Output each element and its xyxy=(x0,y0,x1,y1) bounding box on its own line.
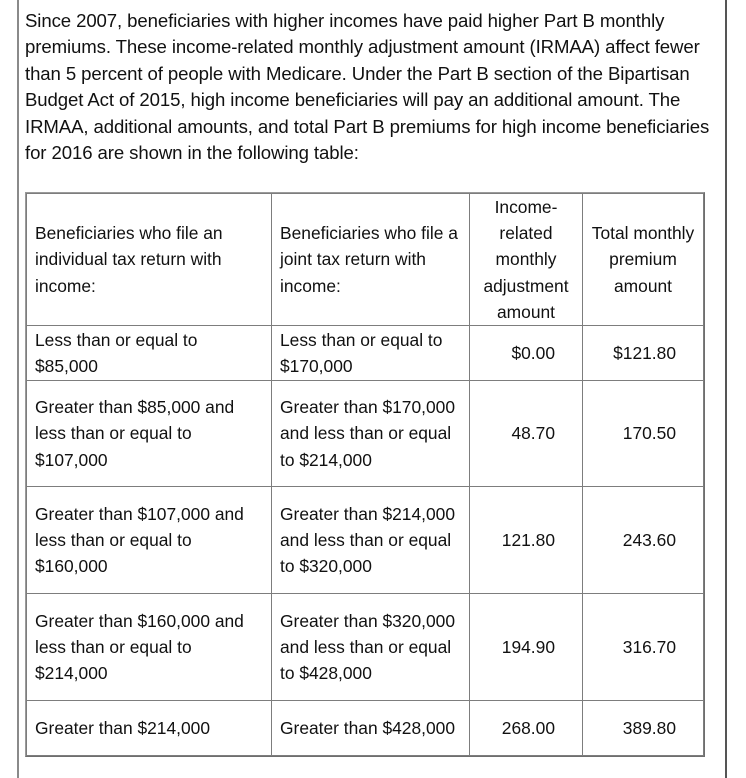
table-row xyxy=(26,594,704,701)
intro-paragraph: Since 2007, beneficiaries with higher incomes have paid higher Part B monthly premiums. These income-related monthly adjustment amount (IRMAA) affect fewer than 5 percent of people with Medicare. Under the Part B section of the Bipartisan Budget Act of 2015, high income beneficiaries will pay an additional amount. The IRMAA, additional amounts, and total Part B premiums for high income beneficiaries for 2016 are shown in the following table: xyxy=(25,10,710,164)
cell-irmaa: 194.90 xyxy=(470,594,583,701)
cell-joint-income: Greater than $214,000 and less than or equal to $320,000 xyxy=(272,487,470,594)
cell-irmaa: 121.80 xyxy=(470,487,583,594)
cell-joint-income: Greater than $428,000 xyxy=(272,701,470,756)
cell-irmaa: 48.70 xyxy=(470,381,583,487)
cell-individual-income: Greater than $85,000 and less than or equal to $107,000 xyxy=(26,381,272,487)
table-row xyxy=(26,487,704,594)
header-irmaa-label: Income-related monthly adjustment amount xyxy=(483,197,569,322)
irmaa-table xyxy=(25,192,705,757)
cell-irmaa: 268.00 xyxy=(470,701,583,756)
cell-total-premium: 389.80 xyxy=(583,701,704,756)
header-joint-income: Beneficiaries who file a joint tax return with income: xyxy=(272,193,470,326)
header-individual-income: Beneficiaries who file an individual tax return with income: xyxy=(26,193,272,326)
cell-joint-income: Greater than $170,000 and less than or equal to $214,000 xyxy=(272,381,470,487)
table-row xyxy=(26,701,704,756)
cell-individual-income: Greater than $214,000 xyxy=(26,701,272,756)
table-row xyxy=(26,326,704,381)
cell-joint-income: Greater than $320,000 and less than or equal to $428,000 xyxy=(272,594,470,701)
cell-total-premium: 170.50 xyxy=(583,381,704,487)
cell-irmaa: $0.00 xyxy=(470,326,583,381)
header-total-premium-label: Total monthly premium amount xyxy=(591,223,695,296)
header-irmaa xyxy=(470,193,583,326)
header-total-premium xyxy=(583,193,704,326)
cell-total-premium: $121.80 xyxy=(583,326,704,381)
cell-individual-income: Greater than $160,000 and less than or equal to $214,000 xyxy=(26,594,272,701)
table-header-row xyxy=(26,193,704,326)
cell-total-premium: 243.60 xyxy=(583,487,704,594)
cell-individual-income: Greater than $107,000 and less than or equal to $160,000 xyxy=(26,487,272,594)
cell-individual-income: Less than or equal to $85,000 xyxy=(26,326,272,381)
table-row xyxy=(26,381,704,487)
cell-joint-income: Less than or equal to $170,000 xyxy=(272,326,470,381)
cell-total-premium: 316.70 xyxy=(583,594,704,701)
